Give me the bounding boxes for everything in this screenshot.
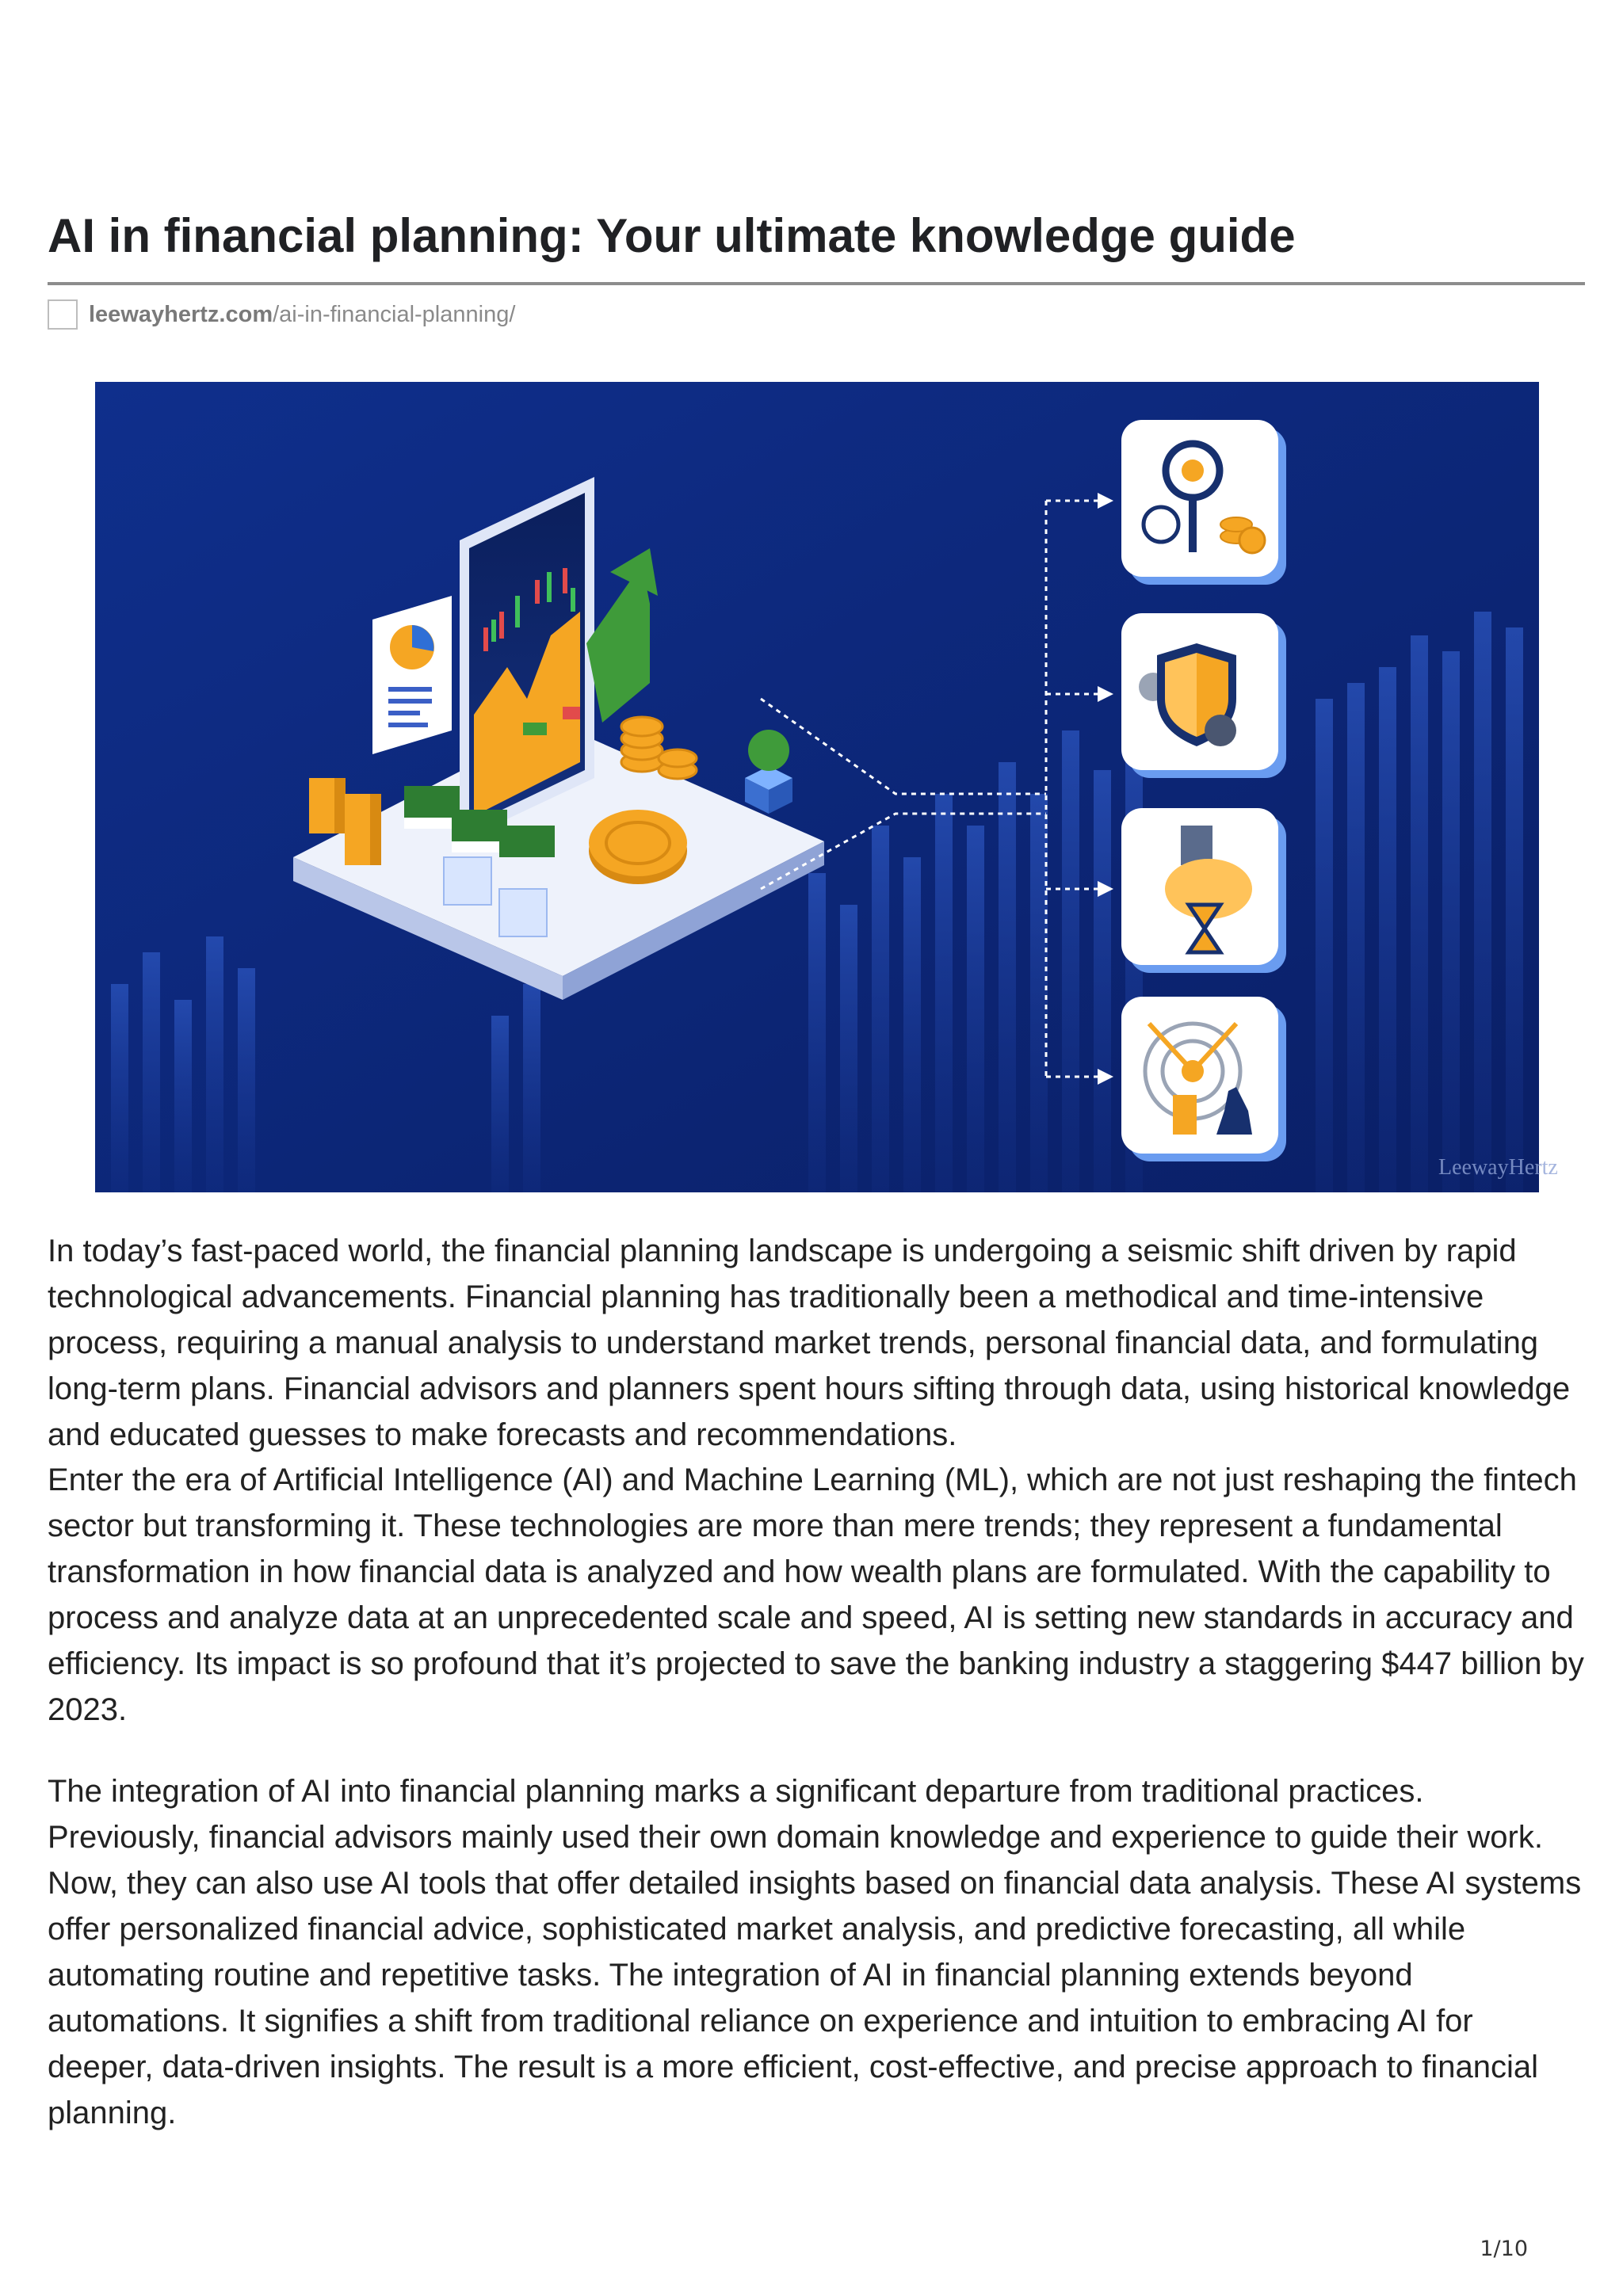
page-title: AI in financial planning: Your ultimate knowledge guide bbox=[48, 209, 1296, 262]
source-link[interactable] bbox=[48, 297, 515, 332]
feature-card-savings bbox=[1121, 808, 1286, 973]
feature-card-strategy bbox=[1121, 997, 1286, 1161]
report-card bbox=[372, 596, 452, 754]
feature-card-insights bbox=[1121, 420, 1286, 585]
source-path: /ai-in-financial-planning/ bbox=[273, 301, 516, 327]
feature-card-risk bbox=[1121, 613, 1286, 778]
title-divider bbox=[48, 282, 1585, 285]
source-url[interactable] bbox=[89, 302, 515, 328]
phone-chart bbox=[460, 477, 594, 841]
source-domain: leewayhertz.com bbox=[89, 301, 273, 327]
paragraph-3: The integration of AI into financial planning marks a significant departure from traditional practices. Previously, financial advisors mainly used their own domain knowledge and experience to guide their work. Now, they can also use AI tools that offer detailed insights based on financial data analysis. These AI systems offer personalized financial advice, sophisticated market analysis, and predictive forecasting, all while automating routine and repetitive tasks. The integration of AI in financial planning extends beyond automations. It signifies a shift from traditional reliance on experience and intuition to embracing AI for deeper, data-driven insights. The result is a more efficient, cost-effective, and precise approach to financial planning. bbox=[48, 1774, 1582, 2130]
page-number: 1/10 bbox=[1480, 2237, 1528, 2261]
hero-watermark: LeewayHertz bbox=[1438, 1155, 1558, 1180]
hero-illustration bbox=[95, 382, 1558, 1192]
fintech-illustration bbox=[95, 382, 1558, 1192]
gold-coin bbox=[589, 810, 687, 884]
paragraph-2: Enter the era of Artificial Intelligence (AI) and Machine Learning (ML), which are not just reshaping the fintech sector but transforming it. These technologies are more than mere trends; they represent a fundamental transformation in how financial data is analyzed and how wealth plans are formulated. With the capability to process and analyze data at an unprecedented scale and speed, AI is setting new standards in accuracy and efficiency. Its impact is so profound that it’s projected to save the banking industry a staggering $447 billion by 2023. bbox=[48, 1463, 1584, 1727]
paragraph-1: In today’s fast-paced world, the financial planning landscape is undergoing a seismic shift driven by rapid technological advancements. Financial planning has traditionally been a methodical and time-intensive process, requiring a manual analysis to understand market trends, personal financial data, and formulating long-term plans. Financial advisors and planners spent hours sifting through data, using historical knowledge and educated guesses to make forecasts and recommendations. bbox=[48, 1234, 1571, 1452]
favicon-icon bbox=[48, 299, 78, 330]
